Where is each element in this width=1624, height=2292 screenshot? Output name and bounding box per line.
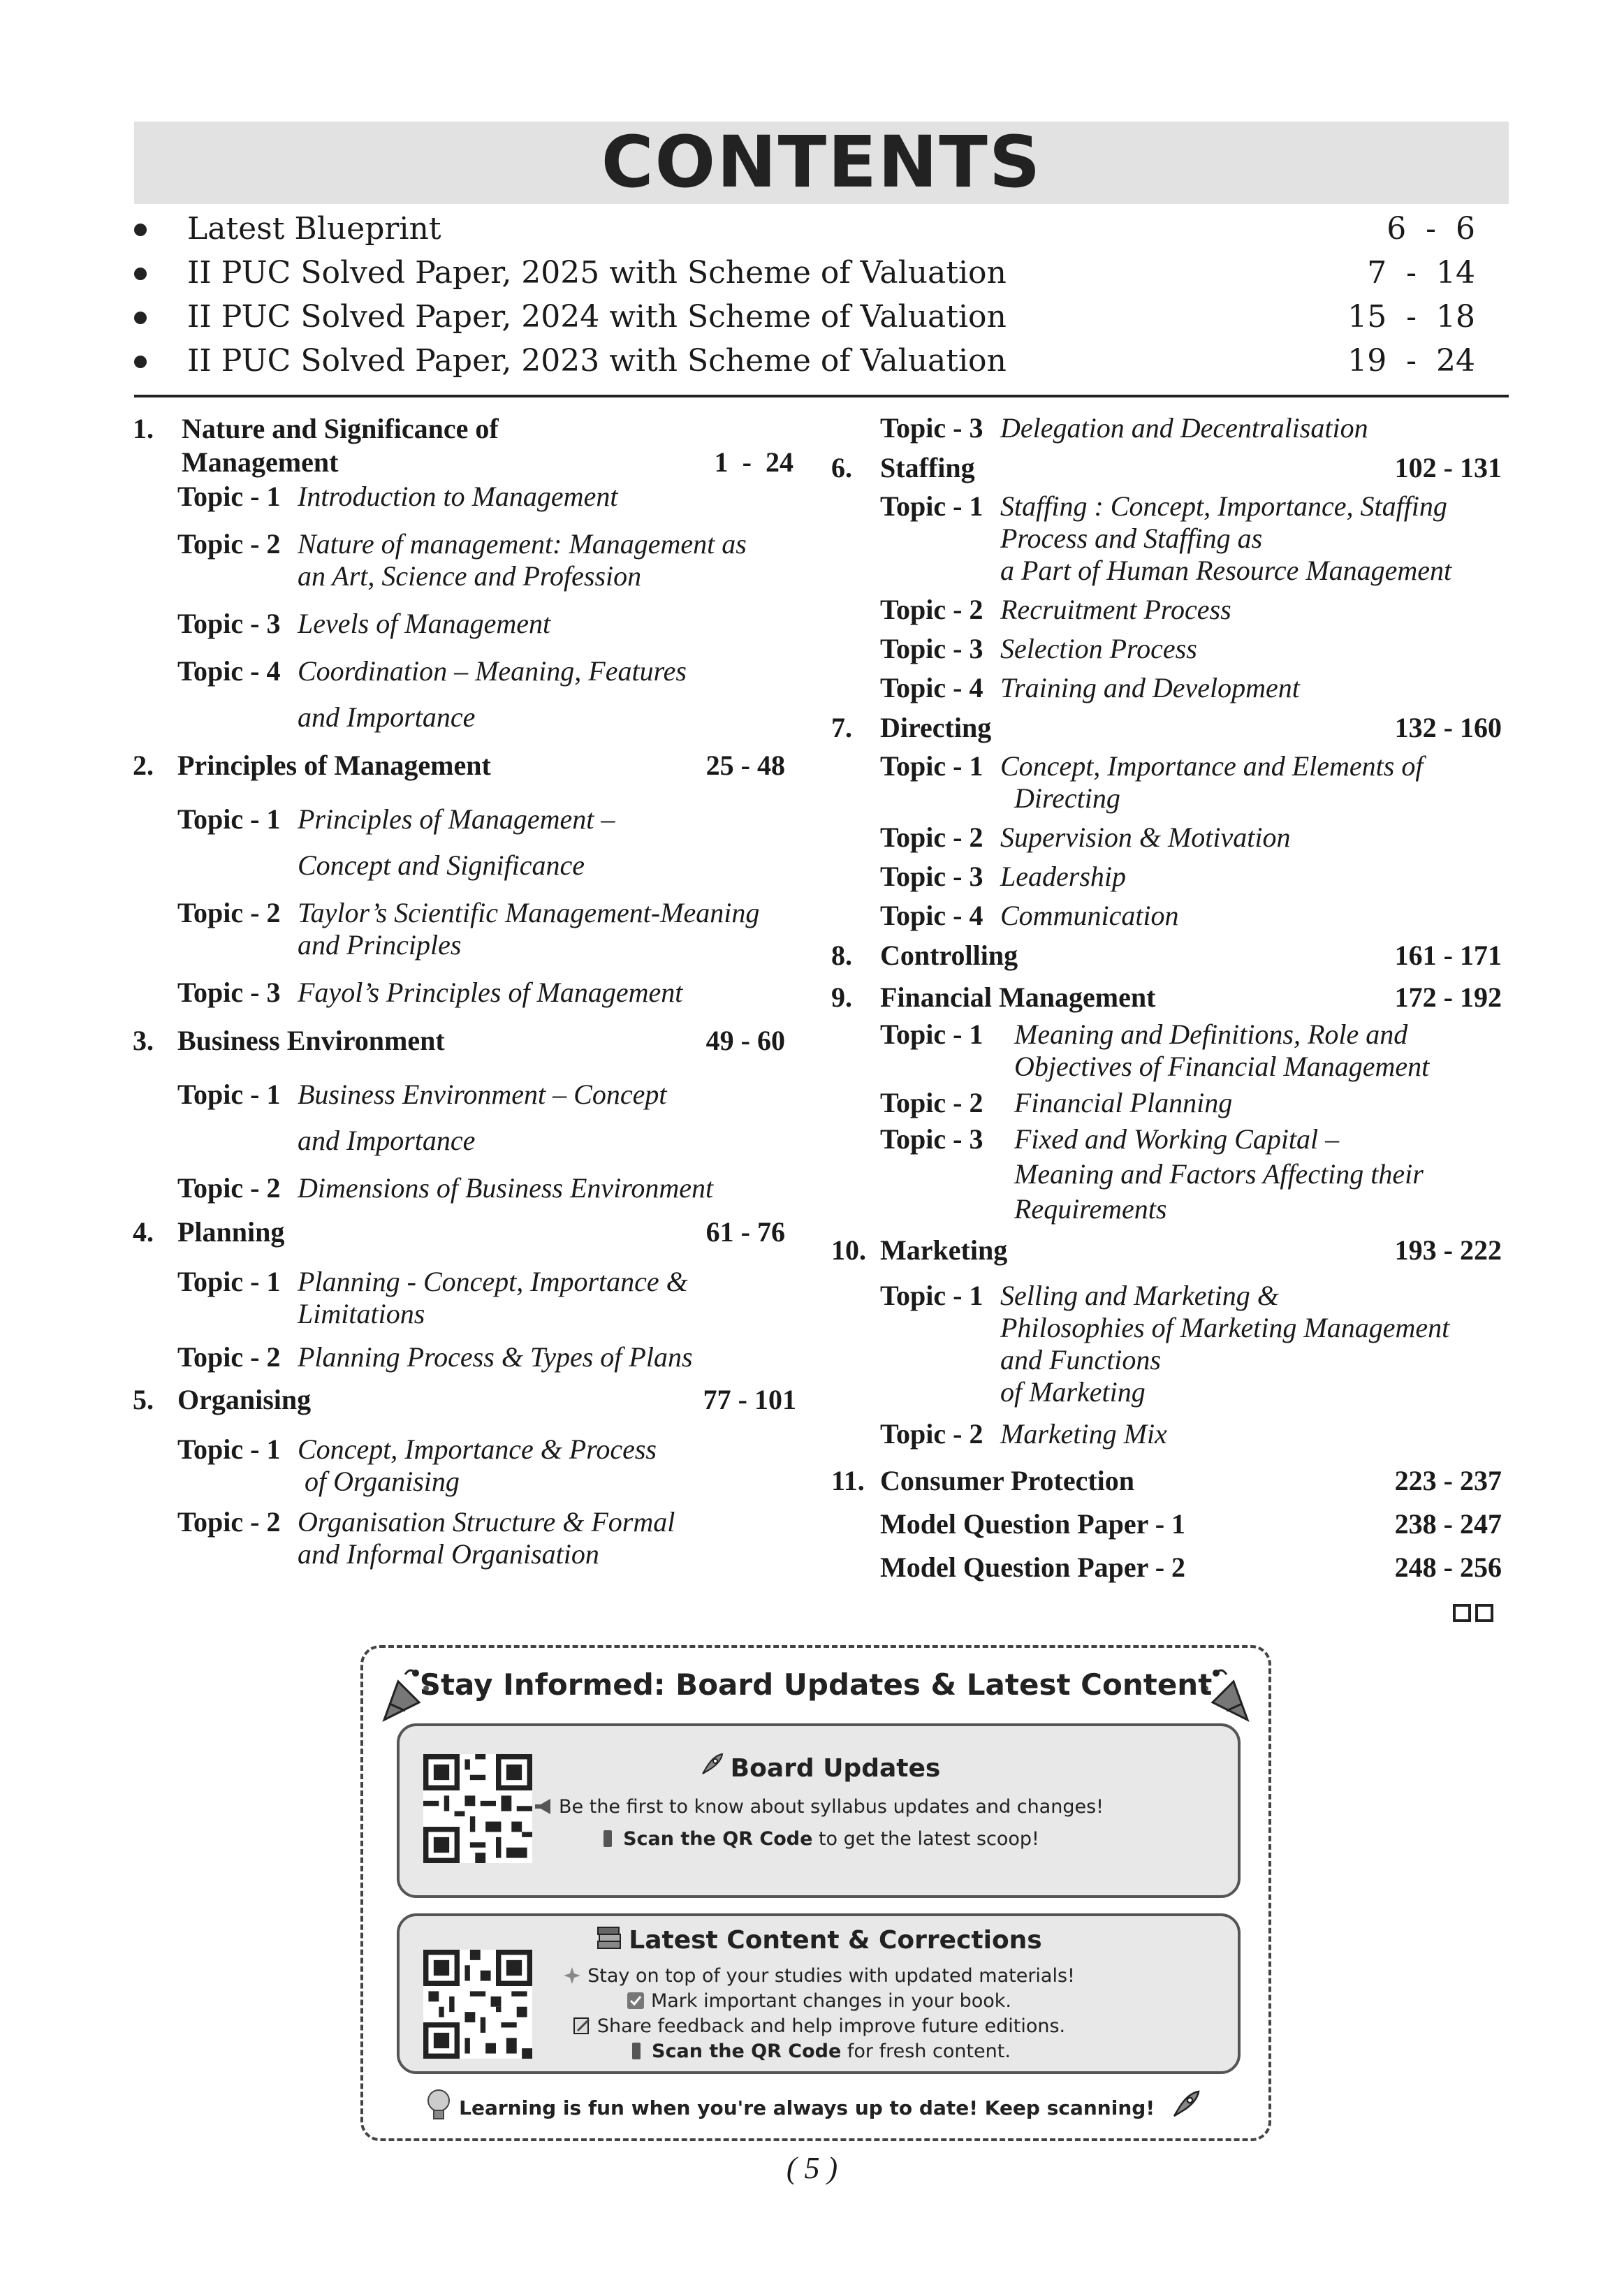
topic-label: Topic - 1 xyxy=(880,1280,983,1311)
topic-title: and Importance xyxy=(298,1125,476,1156)
topic-entry[interactable] xyxy=(133,1341,796,1383)
info-box-footer-text: Learning is fun when you're always up to date! Keep scanning! xyxy=(459,2096,1155,2119)
bullet-icon xyxy=(134,268,147,280)
books-icon xyxy=(595,1926,623,1951)
model-paper-title: Model Question Paper - 1 xyxy=(880,1508,1186,1540)
board-updates-line-1 xyxy=(400,1796,1238,1818)
topic-entry[interactable] xyxy=(831,1087,1502,1123)
stay-informed-box xyxy=(360,1645,1271,2141)
topic-label: Topic - 4 xyxy=(177,655,281,687)
chapter-title: Staffing xyxy=(880,452,975,483)
latest-line-2-text: Mark important changes in your book. xyxy=(650,1990,1012,2012)
topic-entry[interactable] xyxy=(133,1433,796,1506)
chapter-number: 4. xyxy=(133,1216,154,1248)
topic-title: of Organising xyxy=(298,1466,460,1497)
page-number: ( 5 ) xyxy=(786,2151,838,2185)
topic-entry[interactable] xyxy=(831,900,1502,939)
chapter-pages: 61 - 76 xyxy=(705,1216,785,1248)
topic-title: Requirements xyxy=(1014,1193,1167,1225)
topic-label: Topic - 2 xyxy=(177,1506,281,1538)
chapter-entry[interactable] xyxy=(831,451,1502,490)
topic-title: Limitations xyxy=(298,1298,425,1329)
front-matter-label: II PUC Solved Paper, 2024 with Scheme of Valuation xyxy=(187,299,1007,335)
front-matter-pages: 6 - 6 xyxy=(1387,211,1475,247)
topic-title: Meaning and Definitions, Role and xyxy=(1014,1019,1408,1050)
topic-title: Directing xyxy=(1014,782,1120,814)
topic-entry[interactable] xyxy=(133,1506,796,1573)
topic-title: Fixed and Working Capital – xyxy=(1014,1123,1340,1155)
chapter-number: 9. xyxy=(831,981,852,1013)
chapter-pages: 49 - 60 xyxy=(705,1025,785,1056)
latest-line-4 xyxy=(400,2041,1238,2062)
chapter-entry[interactable] xyxy=(831,981,1502,1019)
bullet-icon xyxy=(134,356,147,368)
front-matter-label: II PUC Solved Paper, 2025 with Scheme of Valuation xyxy=(187,255,1007,291)
model-paper-entry[interactable] xyxy=(831,1551,1502,1594)
topic-title: Selling and Marketing & xyxy=(1000,1280,1279,1311)
chapter-entry[interactable] xyxy=(133,1024,796,1079)
topic-title: Organisation Structure & Formal xyxy=(298,1506,675,1538)
chapter-title: Management xyxy=(182,446,339,478)
topic-label: Topic - 4 xyxy=(880,900,983,931)
chapter-entry[interactable] xyxy=(133,1216,796,1266)
topic-title: Fayol’s Principles of Management xyxy=(298,977,683,1008)
chapter-pages: 193 - 222 xyxy=(1394,1234,1502,1266)
bullet-icon xyxy=(134,224,147,236)
topic-label: Topic - 2 xyxy=(177,1341,281,1373)
board-updates-line-2 xyxy=(400,1828,1238,1850)
topic-title: Marketing Mix xyxy=(1000,1418,1167,1450)
latest-line-3 xyxy=(400,2015,1238,2037)
chapter-entry[interactable] xyxy=(831,1234,1502,1280)
chapter-entry[interactable] xyxy=(831,1464,1502,1508)
chapter-entry[interactable] xyxy=(831,939,1502,981)
board-updates-heading xyxy=(400,1751,1238,1783)
lightbulb-icon xyxy=(424,2088,453,2123)
chapter-number: 5. xyxy=(133,1384,154,1415)
topic-label: Topic - 1 xyxy=(177,803,281,835)
topic-title: Concept, Importance and Elements of xyxy=(1000,750,1424,782)
topic-title: Dimensions of Business Environment xyxy=(298,1172,714,1204)
chapter-number: 7. xyxy=(831,712,852,743)
topic-title: a Part of Human Resource Management xyxy=(1000,555,1452,586)
topic-label: Topic - 3 xyxy=(880,861,983,892)
end-mark-icon xyxy=(1453,1604,1498,1625)
topic-title: Training and Development xyxy=(1000,672,1300,703)
topic-entry[interactable] xyxy=(831,750,1502,822)
chapter-entry[interactable] xyxy=(133,1383,796,1433)
topic-title: Process and Staffing as xyxy=(1000,523,1263,554)
topic-title: Principles of Management – xyxy=(298,803,615,835)
chapter-pages: 25 - 48 xyxy=(705,750,785,781)
topic-entry[interactable] xyxy=(133,528,796,608)
front-matter-item xyxy=(134,251,1475,295)
model-paper-title: Model Question Paper - 2 xyxy=(880,1552,1186,1583)
topic-label: Topic - 3 xyxy=(177,608,281,639)
chapter-title: Controlling xyxy=(880,940,1018,971)
topic-title: and Importance xyxy=(298,701,476,733)
topic-entry[interactable] xyxy=(133,1172,796,1216)
front-matter-pages: 15 - 18 xyxy=(1347,299,1475,335)
topic-label: Topic - 2 xyxy=(177,897,281,928)
topic-title: of Marketing xyxy=(1000,1376,1146,1408)
topic-title: Coordination – Meaning, Features xyxy=(298,655,687,687)
topic-entry[interactable] xyxy=(831,490,1502,594)
chapter-title: Principles of Management xyxy=(177,750,491,781)
topic-title: Business Environment – Concept xyxy=(298,1079,667,1110)
chapter-pages: 172 - 192 xyxy=(1394,981,1502,1013)
topic-label: Topic - 3 xyxy=(880,633,983,664)
topic-label: Topic - 1 xyxy=(177,1433,281,1465)
topic-entry[interactable] xyxy=(831,1418,1502,1464)
topic-label: Topic - 4 xyxy=(880,672,983,703)
topic-title: Philosophies of Marketing Management xyxy=(1000,1312,1450,1343)
latest-line-2 xyxy=(400,1990,1238,2012)
topic-entry[interactable] xyxy=(831,672,1502,711)
topic-title: Financial Planning xyxy=(1014,1087,1233,1118)
topic-entry[interactable] xyxy=(831,1280,1502,1418)
checkbox-icon xyxy=(626,1992,645,2010)
latest-content-heading-text: Latest Content & Corrections xyxy=(629,1926,1042,1955)
board-updates-heading-text: Board Updates xyxy=(730,1754,941,1783)
topic-label: Topic - 3 xyxy=(880,412,983,444)
topic-entry[interactable] xyxy=(133,655,796,749)
topic-label: Topic - 2 xyxy=(880,822,983,853)
topic-entry[interactable] xyxy=(831,1123,1502,1234)
topic-label: Topic - 2 xyxy=(880,1087,983,1118)
chapter-title: Consumer Protection xyxy=(880,1465,1135,1496)
topic-entry[interactable] xyxy=(133,1266,796,1341)
chapter-number: 10. xyxy=(831,1234,866,1266)
rocket-icon xyxy=(1167,2088,1202,2123)
scan-qr-text: Scan the QR Code xyxy=(623,1828,813,1850)
chapter-title: Business Environment xyxy=(177,1025,445,1056)
chapter-title: Financial Management xyxy=(880,981,1156,1013)
topic-label: Topic - 1 xyxy=(880,1019,983,1050)
front-matter-item xyxy=(134,295,1475,339)
chapter-number: 3. xyxy=(133,1025,154,1056)
chapter-number: 11. xyxy=(831,1465,865,1496)
topic-label: Topic - 1 xyxy=(880,750,983,782)
topic-entry[interactable] xyxy=(133,803,796,897)
title-band xyxy=(134,122,1509,204)
topic-title: Concept and Significance xyxy=(298,849,585,881)
chapter-title: Nature and Significance of xyxy=(182,413,499,444)
latest-line-1-text: Stay on top of your studies with updated materials! xyxy=(587,1965,1075,1987)
topic-title: Leadership xyxy=(1000,861,1126,892)
topic-label: Topic - 1 xyxy=(177,1079,281,1110)
latest-content-heading xyxy=(400,1926,1238,1955)
front-matter-list xyxy=(134,207,1475,383)
info-box-title: Stay Informed: Board Updates & Latest Content xyxy=(419,1667,1213,1702)
front-matter-item xyxy=(134,339,1475,383)
front-matter-item xyxy=(134,207,1475,251)
phone-icon xyxy=(598,1830,617,1848)
chapter-number: 8. xyxy=(831,940,852,971)
divider xyxy=(134,395,1509,397)
topic-label: Topic - 2 xyxy=(880,1418,983,1450)
topic-title: Introduction to Management xyxy=(298,481,618,512)
topic-title: Selection Process xyxy=(1000,633,1197,664)
topic-label: Topic - 1 xyxy=(880,490,983,522)
model-paper-entry[interactable] xyxy=(831,1508,1502,1551)
topic-title: Concept, Importance & Process xyxy=(298,1433,657,1465)
front-matter-label: Latest Blueprint xyxy=(187,211,441,247)
topic-title: and Informal Organisation xyxy=(298,1538,599,1570)
topic-title: Communication xyxy=(1000,900,1179,931)
chapter-number: 1. xyxy=(133,413,154,444)
chapter-pages: 102 - 131 xyxy=(1394,452,1502,483)
topic-entry[interactable] xyxy=(133,977,796,1024)
toc-left-column xyxy=(133,412,796,1573)
topic-label: Topic - 1 xyxy=(177,1266,281,1297)
topic-title: Delegation and Decentralisation xyxy=(1000,412,1368,444)
chapter-entry[interactable] xyxy=(133,749,796,803)
chapter-pages: 1 - 24 xyxy=(714,446,793,478)
phone-icon xyxy=(627,2042,646,2060)
chapter-title: Planning xyxy=(177,1216,285,1248)
chapter-entry[interactable] xyxy=(831,711,1502,750)
topic-entry[interactable] xyxy=(831,633,1502,672)
model-paper-pages: 248 - 256 xyxy=(1394,1552,1502,1583)
front-matter-label: II PUC Solved Paper, 2023 with Scheme of Valuation xyxy=(187,343,1007,379)
topic-entry[interactable] xyxy=(133,1079,796,1172)
topic-title: Levels of Management xyxy=(298,608,551,639)
latest-content-panel xyxy=(397,1913,1241,2074)
chapter-number: 6. xyxy=(831,452,852,483)
board-updates-line-2-text: to get the latest scoop! xyxy=(812,1828,1039,1850)
topic-label: Topic - 2 xyxy=(880,594,983,625)
scan-qr-text: Scan the QR Code xyxy=(652,2041,842,2062)
latest-line-1 xyxy=(400,1965,1238,1987)
chapter-pages: 77 - 101 xyxy=(703,1384,796,1415)
topic-entry[interactable] xyxy=(831,594,1502,633)
chapter-title: Marketing xyxy=(880,1234,1008,1266)
chapter-entry[interactable] xyxy=(133,412,796,481)
topic-label: Topic - 2 xyxy=(177,528,281,560)
front-matter-pages: 7 - 14 xyxy=(1367,255,1475,291)
topic-title: and Functions xyxy=(1000,1344,1161,1375)
topic-label: Topic - 3 xyxy=(880,1123,983,1155)
topic-title: Supervision & Motivation xyxy=(1000,822,1291,853)
chapter-pages: 223 - 237 xyxy=(1394,1465,1502,1496)
topic-title: Nature of management: Management as xyxy=(298,528,747,560)
chapter-pages: 132 - 160 xyxy=(1394,712,1502,743)
topic-entry[interactable] xyxy=(831,1019,1502,1087)
chapter-pages: 161 - 171 xyxy=(1394,940,1502,971)
front-matter-pages: 19 - 24 xyxy=(1347,343,1475,379)
topic-title: Meaning and Factors Affecting their xyxy=(1014,1158,1424,1190)
chapter-number: 2. xyxy=(133,750,154,781)
topic-entry[interactable] xyxy=(133,481,796,528)
latest-line-3-text: Share feedback and help improve future editions. xyxy=(597,2015,1066,2037)
topic-title: Recruitment Process xyxy=(1000,594,1231,625)
topic-label: Topic - 2 xyxy=(177,1172,281,1204)
topic-title: an Art, Science and Profession xyxy=(298,560,642,592)
toc-right-column xyxy=(831,412,1502,1594)
latest-line-4-text: for fresh content. xyxy=(841,2041,1011,2062)
topic-entry[interactable] xyxy=(831,861,1502,900)
topic-label: Topic - 1 xyxy=(177,481,281,512)
topic-title: Staffing : Concept, Importance, Staffing xyxy=(1000,490,1447,522)
topic-entry[interactable] xyxy=(133,897,796,977)
model-paper-pages: 238 - 247 xyxy=(1394,1508,1502,1540)
megaphone-icon xyxy=(534,1797,553,1816)
board-updates-panel xyxy=(397,1723,1241,1898)
topic-entry[interactable] xyxy=(831,412,1502,451)
topic-title: Objectives of Financial Management xyxy=(1014,1051,1430,1082)
memo-icon xyxy=(572,2017,592,2035)
page-title: CONTENTS xyxy=(601,121,1042,204)
topic-entry[interactable] xyxy=(133,608,796,655)
sparkles-icon xyxy=(562,1966,582,1985)
info-box-footer xyxy=(363,2088,1268,2123)
topic-title: Planning - Concept, Importance & xyxy=(298,1266,688,1297)
bullet-icon xyxy=(134,312,147,324)
topic-title: and Principles xyxy=(298,929,462,961)
topic-entry[interactable] xyxy=(831,822,1502,861)
rocket-icon xyxy=(697,1751,725,1779)
chapter-title: Directing xyxy=(880,712,992,743)
board-updates-line-1-text: Be the first to know about syllabus updates and changes! xyxy=(559,1796,1104,1818)
topic-label: Topic - 3 xyxy=(177,977,281,1008)
topic-title: Planning Process & Types of Plans xyxy=(298,1341,693,1373)
topic-title: Taylor’s Scientific Management-Meaning xyxy=(298,897,760,928)
chapter-title: Organising xyxy=(177,1384,312,1415)
